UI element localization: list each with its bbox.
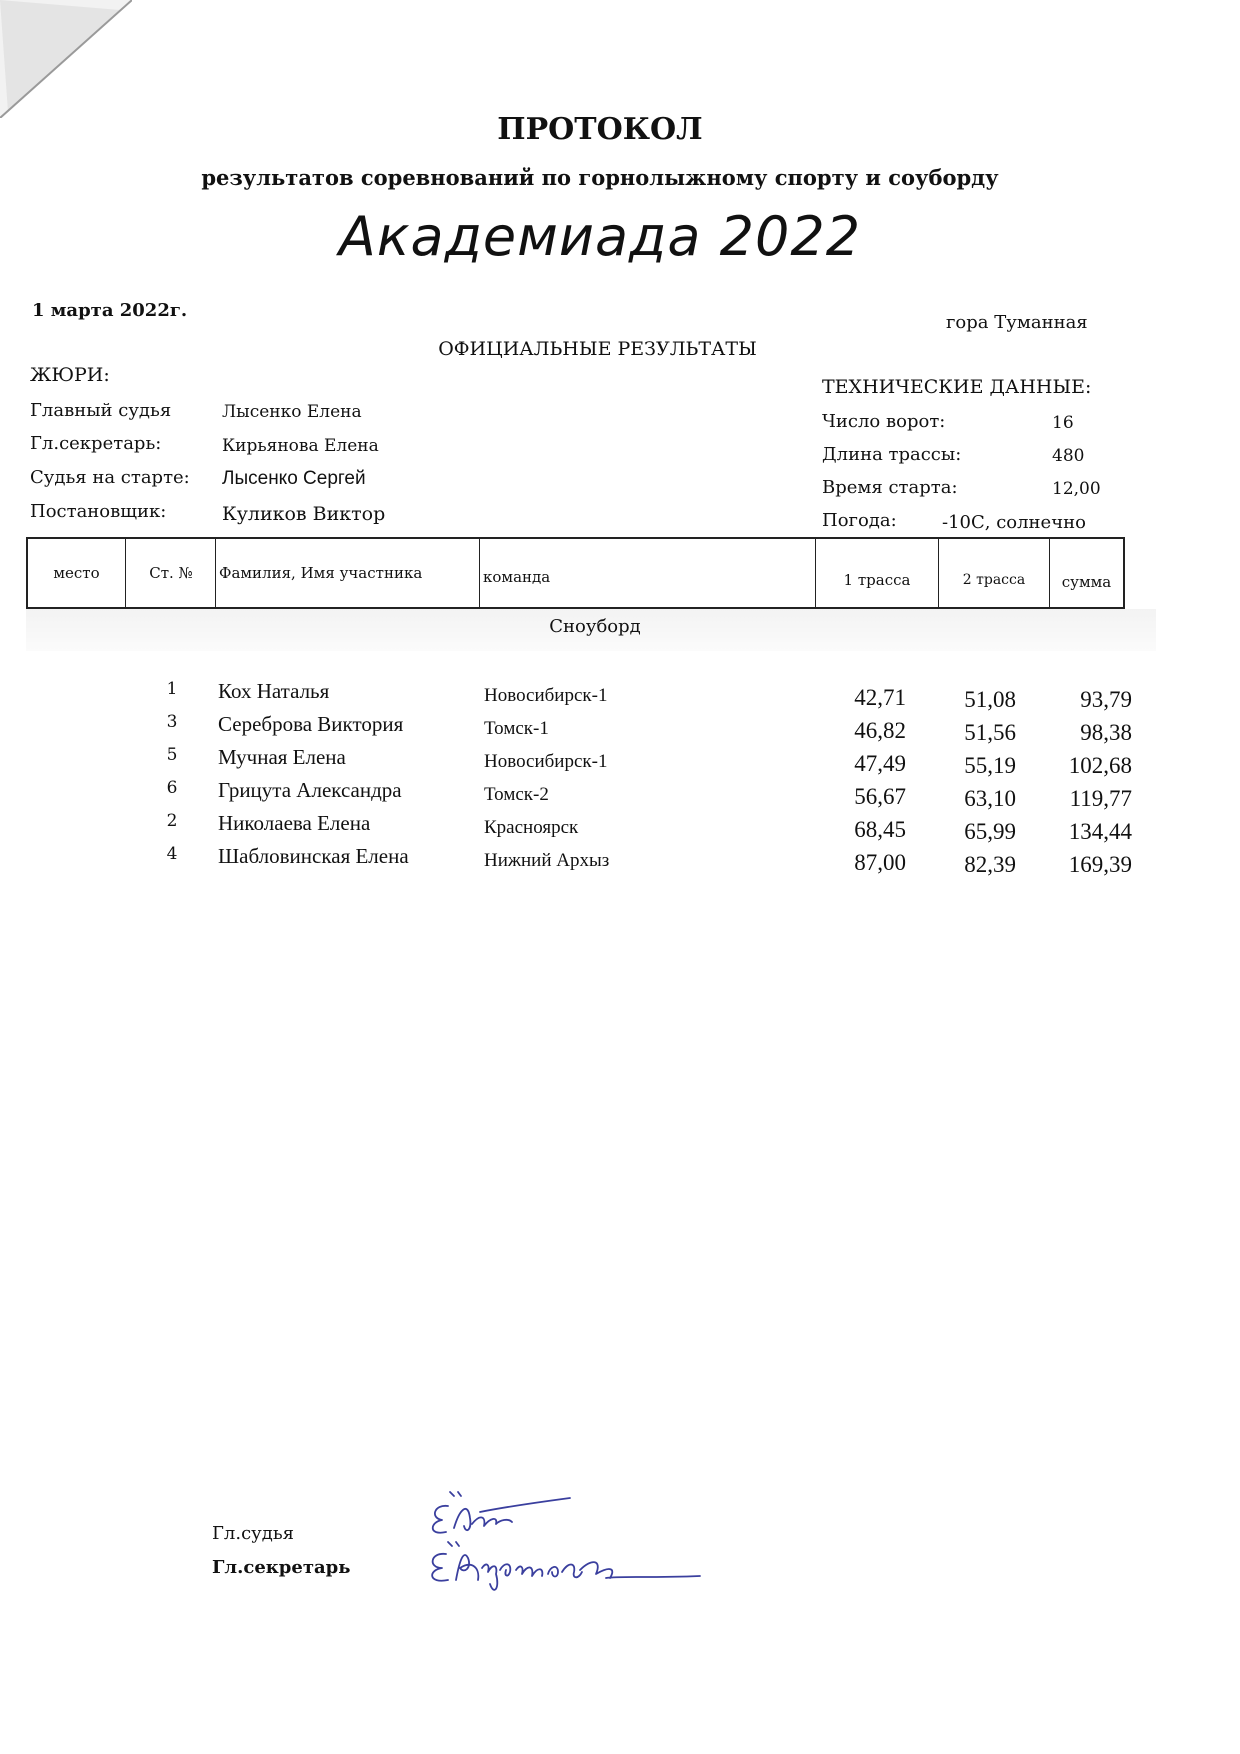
row-name: Сереброва Виктория — [218, 712, 404, 736]
row-run2: 55,19 — [964, 753, 1016, 778]
jury-label-secretary: Гл.секретарь: — [30, 433, 162, 454]
row-sum: 102,68 — [1068, 753, 1132, 778]
row-team: Новосибирск-1 — [484, 751, 608, 772]
col-header-sum: сумма — [1049, 539, 1123, 607]
row-team: Нижний Архыз — [484, 850, 610, 871]
event-place: гора Туманная — [946, 312, 1088, 333]
row-bib: 5 — [166, 745, 178, 765]
row-team: Томск-2 — [484, 784, 549, 805]
row-bib: 3 — [166, 712, 178, 732]
row-sum: 119,77 — [1069, 786, 1132, 811]
jury-label-course-setter: Постановщик: — [30, 501, 167, 522]
row-bib: 2 — [166, 811, 178, 831]
folded-corner — [0, 0, 132, 118]
row-run1: 68,45 — [854, 817, 906, 842]
row-run1: 46,82 — [854, 718, 906, 743]
row-sum: 93,79 — [1080, 687, 1132, 712]
jury-value-start-judge: Лысенко Сергей — [222, 468, 366, 489]
row-name: Грицута Александра — [218, 778, 402, 802]
row-name: Николаева Елена — [218, 811, 371, 835]
document-subtitle: результатов соревнований по горнолыжному спорту и соуборду — [201, 165, 999, 190]
tech-value-length: 480 — [1052, 446, 1085, 466]
col-header-bib: Ст. № — [125, 539, 216, 607]
col-header-run1: 1 трасса — [815, 539, 938, 607]
section-title: Сноуборд — [549, 616, 641, 637]
tech-label-gates: Число ворот: — [822, 411, 946, 432]
row-run2: 82,39 — [964, 852, 1016, 877]
jury-value-course-setter: Куликов Виктор — [222, 503, 386, 525]
row-sum: 134,44 — [1068, 819, 1132, 844]
row-run1: 42,71 — [854, 685, 906, 710]
official-results-heading: ОФИЦИАЛЬНЫЕ РЕЗУЛЬТАТЫ — [438, 338, 757, 360]
row-run2: 51,56 — [964, 720, 1016, 745]
row-run2: 51,08 — [964, 687, 1016, 712]
chief-secretary-label: Гл.секретарь — [212, 1557, 351, 1578]
tech-value-gates: 16 — [1052, 413, 1074, 433]
tech-label-start-time: Время старта: — [822, 477, 958, 498]
tech-data-title: ТЕХНИЧЕСКИЕ ДАННЫЕ: — [822, 376, 1092, 398]
handwritten-signatures — [420, 1488, 780, 1598]
row-name: Кох Наталья — [218, 679, 330, 703]
col-header-team: команда — [479, 539, 815, 607]
row-sum: 169,39 — [1068, 852, 1132, 877]
row-team: Томск-1 — [484, 718, 549, 739]
row-name: Мучная Елена — [218, 745, 346, 769]
jury-title: ЖЮРИ: — [30, 364, 110, 386]
row-run2: 63,10 — [964, 786, 1016, 811]
row-team: Новосибирск-1 — [484, 685, 608, 706]
chief-judge-label: Гл.судья — [212, 1523, 294, 1544]
col-header-place: место — [53, 564, 100, 582]
row-team: Красноярск — [484, 817, 579, 838]
tech-value-weather: -10С, солнечно — [942, 512, 1086, 533]
col-header-name: Фамилия, Имя участника — [215, 539, 479, 607]
row-run2: 65,99 — [964, 819, 1016, 844]
row-bib: 6 — [166, 778, 178, 798]
col-header-run2: 2 трасса — [938, 539, 1049, 607]
row-run1: 56,67 — [854, 784, 906, 809]
row-run1: 87,00 — [854, 850, 906, 875]
tech-label-length: Длина трассы: — [822, 444, 962, 465]
tech-label-weather: Погода: — [822, 510, 897, 531]
row-sum: 98,38 — [1080, 720, 1132, 745]
document-title: ПРОТОКОЛ — [497, 112, 703, 147]
results-table-header — [26, 537, 1125, 609]
jury-value-secretary: Кирьянова Елена — [222, 436, 379, 456]
row-run1: 47,49 — [854, 751, 906, 776]
row-bib: 1 — [166, 679, 178, 699]
jury-label-chief-judge: Главный судья — [30, 400, 172, 421]
event-date: 1 марта 2022г. — [32, 300, 188, 321]
jury-label-start-judge: Судья на старте: — [30, 467, 190, 488]
event-name: Академиада 2022 — [338, 205, 862, 268]
tech-value-start-time: 12,00 — [1052, 479, 1101, 499]
row-name: Шабловинская Елена — [218, 844, 409, 868]
row-bib: 4 — [166, 844, 178, 864]
jury-value-chief-judge: Лысенко Елена — [222, 402, 362, 422]
